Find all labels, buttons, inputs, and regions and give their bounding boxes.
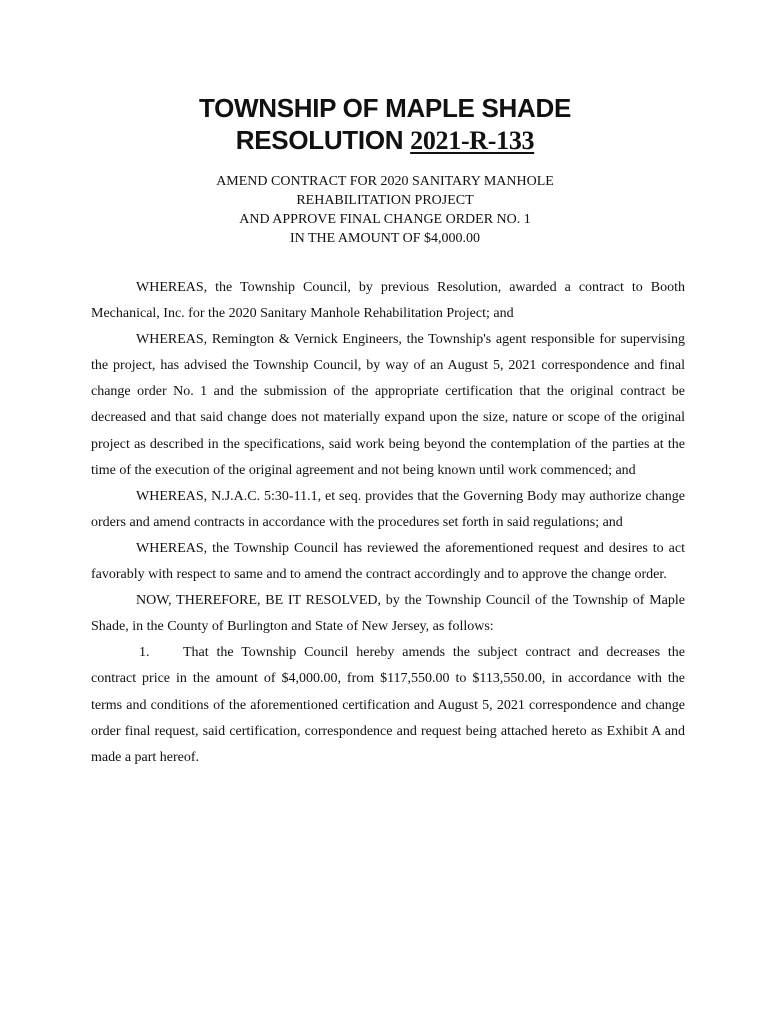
- resolution-title: [0, 124, 770, 157]
- whereas-paragraph-3: WHEREAS, N.J.A.C. 5:30-11.1, et seq. provides that the Governing Body may authorize change orders and amend contracts in accordance with the procedures set forth in said regulations; and: [91, 488, 685, 530]
- resolved-paragraph: NOW, THEREFORE, BE IT RESOLVED, by the Township Council of the Township of Maple Shade, in the County of Burlington and State of New Jersey, as follows:: [91, 593, 685, 635]
- resolution-number: 2021-R-133: [410, 126, 535, 155]
- subject-line-4: IN THE AMOUNT OF $4,000.00: [289, 231, 481, 246]
- whereas-paragraph-4: WHEREAS, the Township Council has reviewed the aforementioned request and desires to act favorably with respect to same and to amend the contract accordingly and to approve the change order.: [91, 540, 685, 583]
- item-text: That the Township Council hereby amends the subject contract and decreases the contract price in the amount of $4,000.00, from $117,550.00 to $113,550.00, in accordance with the terms and conditions of the aforementioned certification and August 5, 2021 correspondence and change order final request, said certification, correspondence and request being attached hereto as Exhibit A and made a part hereof.: [91, 645, 685, 765]
- subject-line-3: AND APPROVE FINAL CHANGE ORDER NO. 1: [239, 212, 531, 227]
- whereas-paragraph-1: WHEREAS, the Township Council, by previous Resolution, awarded a contract to Booth Mechanical, Inc. for the 2020 Sanitary Manhole Rehabilitation Project; and: [91, 280, 685, 322]
- whereas-paragraph-2: WHEREAS, Remington & Vernick Engineers, the Township's agent responsible for supervising the project, has advised the Township Council, by way of an August 5, 2021 correspondence and final change order No. 1 and the submission of the appropriate certification that the original contract be decreased and that said change does not materially expand upon the size, nature or scope of the original project as described in the specifications, said work being beyond the contemplation of the parties at the time of the execution of the original agreement and not being known until work commenced; and: [91, 332, 685, 478]
- resolution-label: RESOLUTION: [235, 125, 411, 155]
- subject-line-1: AMEND CONTRACT FOR 2020 SANITARY MANHOLE: [216, 174, 554, 189]
- numbered-item-1: [91, 640, 685, 770]
- township-title: TOWNSHIP OF MAPLE SHADE: [198, 93, 572, 123]
- document-title: [0, 92, 770, 157]
- item-number: 1.: [139, 645, 150, 661]
- resolution-body: [91, 275, 685, 771]
- subject-line-2: REHABILITATION PROJECT: [296, 193, 474, 208]
- resolution-subject: [0, 172, 770, 248]
